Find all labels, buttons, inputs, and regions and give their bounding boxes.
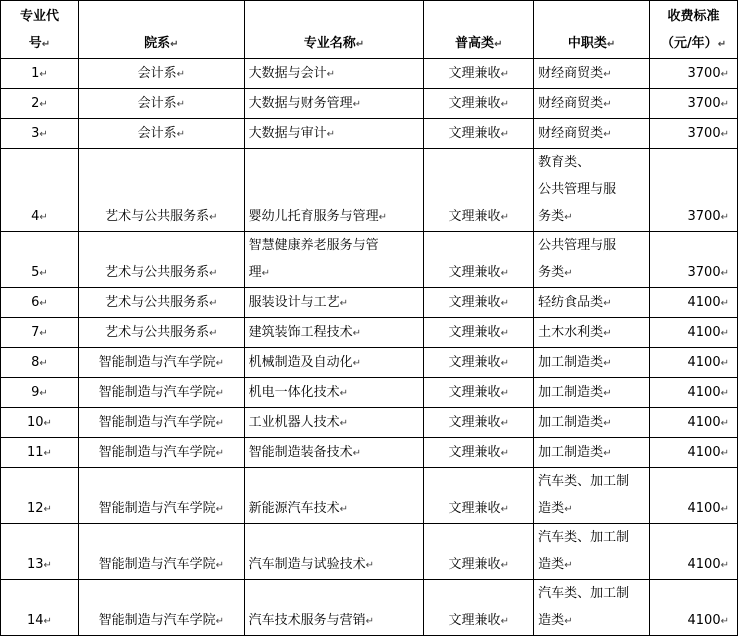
cell-department: [78, 288, 244, 318]
cell-fee: [650, 149, 738, 232]
return-mark: ↵: [176, 129, 185, 140]
cell-general-text: 文理兼收: [448, 295, 501, 310]
cell-general-text: 文理兼收: [448, 445, 501, 460]
return-mark: ↵: [720, 328, 729, 339]
return-mark: ↵: [500, 129, 509, 140]
cell-general: [424, 288, 534, 318]
return-mark: ↵: [339, 504, 349, 515]
cell-department: [78, 408, 244, 438]
cell-department-text: 智能制造与汽车学院: [98, 385, 216, 400]
cell-general-text: 文理兼收: [448, 385, 501, 400]
cell-code: [1, 89, 79, 119]
return-mark: ↵: [564, 560, 573, 571]
cell-major: [244, 59, 424, 89]
cell-general: [424, 119, 534, 149]
return-mark: ↵: [603, 358, 612, 369]
cell-general: [424, 318, 534, 348]
cell-general-text: 文理兼收: [448, 355, 501, 370]
return-mark: ↵: [603, 388, 612, 399]
cell-vocational: [534, 89, 650, 119]
cell-vocational-line: 公共管理与服: [538, 182, 617, 197]
return-mark: ↵: [603, 328, 612, 339]
cell-major-text: 机电一体化技术: [248, 385, 340, 400]
cell-vocational-text: 财经商贸类: [538, 96, 604, 111]
table-row: [1, 318, 738, 348]
return-mark: ↵: [209, 328, 218, 339]
cell-department: [78, 468, 244, 524]
cell-department-text: 艺术与公共服务系: [105, 295, 210, 310]
return-mark: ↵: [720, 560, 729, 571]
cell-general: [424, 89, 534, 119]
return-mark: ↵: [43, 418, 52, 429]
cell-vocational-text: 加工制造类: [538, 385, 604, 400]
return-mark: ↵: [39, 69, 48, 80]
cell-major-text: 服装设计与工艺: [248, 295, 340, 310]
cell-vocational-line: 汽车类、加工制: [538, 474, 630, 489]
return-mark: ↵: [720, 268, 729, 279]
cell-vocational-line: 公共管理与服: [538, 238, 617, 253]
return-mark: ↵: [215, 418, 224, 429]
cell-vocational: [534, 288, 650, 318]
cell-vocational-line: 务类: [538, 265, 565, 280]
return-mark: ↵: [326, 69, 336, 80]
table-row: [1, 408, 738, 438]
cell-vocational-line: 汽车类、加工制: [538, 586, 630, 601]
cell-major: [244, 524, 424, 580]
cell-general-text: 文理兼收: [448, 557, 501, 572]
table-row: [1, 288, 738, 318]
cell-major-text: 智能制造装备技术: [248, 445, 353, 460]
cell-vocational: [534, 59, 650, 89]
cell-major: [244, 119, 424, 149]
cell-vocational: [534, 119, 650, 149]
cell-code: [1, 580, 79, 636]
cell-fee: [650, 232, 738, 288]
cell-department-text: 智能制造与汽车学院: [98, 501, 216, 516]
cell-code-text: 2: [31, 96, 40, 111]
cell-major-text: 大数据与审计: [248, 126, 327, 141]
table-row: [1, 438, 738, 468]
cell-major: [244, 89, 424, 119]
cell-major-text: 新能源汽车技术: [248, 501, 340, 516]
cell-code: [1, 119, 79, 149]
cell-major: [244, 232, 424, 288]
return-mark: ↵: [500, 418, 509, 429]
header-row: [1, 1, 738, 59]
cell-code: [1, 288, 79, 318]
cell-general: [424, 438, 534, 468]
return-mark: ↵: [352, 448, 362, 459]
cell-code: [1, 468, 79, 524]
cell-fee: [650, 378, 738, 408]
return-mark: ↵: [500, 448, 509, 459]
cell-fee-text: 4100: [687, 415, 721, 430]
cell-fee: [650, 524, 738, 580]
return-mark: ↵: [339, 418, 349, 429]
cell-department-text: 艺术与公共服务系: [105, 265, 210, 280]
cell-department-text: 智能制造与汽车学院: [98, 355, 216, 370]
cell-department-text: 会计系: [137, 96, 177, 111]
cell-code-text: 11: [26, 445, 44, 460]
cell-fee-text: 4100: [687, 445, 721, 460]
return-mark: ↵: [43, 504, 52, 515]
cell-major: [244, 378, 424, 408]
return-mark: ↵: [720, 129, 729, 140]
return-mark: ↵: [215, 560, 224, 571]
return-mark: ↵: [39, 129, 48, 140]
cell-general: [424, 149, 534, 232]
table-body: [1, 59, 738, 636]
cell-fee-text: 4100: [687, 355, 721, 370]
cell-code-text: 13: [26, 557, 44, 572]
return-mark: ↵: [39, 99, 48, 110]
cell-major: [244, 408, 424, 438]
header-general-high: 普高类↵: [424, 1, 534, 59]
cell-major: [244, 318, 424, 348]
return-mark: ↵: [339, 298, 349, 309]
cell-vocational-text: 加工制造类: [538, 415, 604, 430]
return-mark: ↵: [43, 560, 52, 571]
cell-major-text: 建筑装饰工程技术: [248, 325, 353, 340]
return-mark: ↵: [176, 69, 185, 80]
cell-department-text: 智能制造与汽车学院: [98, 415, 216, 430]
header-major-name: 专业名称↵: [244, 1, 424, 59]
return-mark: ↵: [339, 388, 349, 399]
cell-general: [424, 408, 534, 438]
cell-major: [244, 580, 424, 636]
cell-general: [424, 580, 534, 636]
header-department: 院系↵: [78, 1, 244, 59]
cell-vocational-text: 加工制造类: [538, 355, 604, 370]
cell-department: [78, 348, 244, 378]
table-row: [1, 580, 738, 636]
cell-department-text: 智能制造与汽车学院: [98, 445, 216, 460]
cell-fee-text: 3700: [687, 96, 721, 111]
return-mark: ↵: [603, 129, 612, 140]
return-mark: ↵: [603, 448, 612, 459]
return-mark: ↵: [720, 99, 729, 110]
cell-vocational: [534, 149, 650, 232]
return-mark: ↵: [378, 212, 388, 223]
return-mark: ↵: [39, 268, 48, 279]
cell-code-text: 7: [31, 325, 40, 340]
cell-vocational-text: 土木水利类: [538, 325, 604, 340]
return-mark: ↵: [500, 99, 509, 110]
return-mark: ↵: [39, 328, 48, 339]
return-mark: ↵: [39, 298, 48, 309]
cell-fee: [650, 288, 738, 318]
return-mark: ↵: [564, 504, 573, 515]
cell-department-text: 艺术与公共服务系: [105, 209, 210, 224]
return-mark: ↵: [176, 99, 185, 110]
table-row: [1, 378, 738, 408]
cell-department: [78, 89, 244, 119]
cell-fee-text: 3700: [687, 265, 721, 280]
cell-code-text: 1: [31, 66, 40, 81]
cell-vocational: [534, 580, 650, 636]
cell-major-text: 汽车技术服务与营销: [248, 613, 366, 628]
cell-code-text: 3: [31, 126, 40, 141]
return-mark: ↵: [500, 616, 509, 627]
table-row: [1, 119, 738, 149]
cell-vocational: [534, 232, 650, 288]
cell-department-text: 艺术与公共服务系: [105, 325, 210, 340]
cell-fee-text: 4100: [687, 385, 721, 400]
return-mark: ↵: [603, 418, 612, 429]
header-fee: 收费标准 （元/年）↵: [650, 1, 738, 59]
cell-code: [1, 408, 79, 438]
return-mark: ↵: [365, 616, 375, 627]
cell-fee-text: 4100: [687, 501, 721, 516]
cell-department: [78, 580, 244, 636]
return-mark: ↵: [209, 212, 218, 223]
cell-department-text: 会计系: [137, 66, 177, 81]
cell-fee-text: 3700: [687, 209, 721, 224]
cell-general-text: 文理兼收: [448, 325, 501, 340]
return-mark: ↵: [500, 504, 509, 515]
cell-general-text: 文理兼收: [448, 96, 501, 111]
cell-code: [1, 149, 79, 232]
cell-code-text: 10: [26, 415, 44, 430]
return-mark: ↵: [500, 560, 509, 571]
cell-code: [1, 348, 79, 378]
return-mark: ↵: [352, 99, 362, 110]
cell-general: [424, 348, 534, 378]
cell-code: [1, 318, 79, 348]
cell-major-text: 婴幼儿托育服务与管理: [248, 209, 379, 224]
return-mark: ↵: [603, 69, 612, 80]
return-mark: ↵: [215, 616, 224, 627]
cell-major-line: 智慧健康养老服务与管: [248, 238, 379, 253]
return-mark: ↵: [500, 268, 509, 279]
cell-department: [78, 524, 244, 580]
cell-vocational-text: 轻纺食品类: [538, 295, 604, 310]
cell-department: [78, 318, 244, 348]
table-row: [1, 59, 738, 89]
cell-code-text: 8: [31, 355, 40, 370]
cell-code-text: 12: [26, 501, 44, 516]
return-mark: ↵: [209, 268, 218, 279]
cell-fee-text: 4100: [687, 295, 721, 310]
cell-fee: [650, 468, 738, 524]
cell-major: [244, 438, 424, 468]
cell-major-text: 汽车制造与试验技术: [248, 557, 366, 572]
return-mark: ↵: [720, 298, 729, 309]
cell-department-text: 智能制造与汽车学院: [98, 557, 216, 572]
cell-vocational: [534, 468, 650, 524]
return-mark: ↵: [39, 358, 48, 369]
cell-vocational-line: 造类: [538, 613, 565, 628]
cell-vocational: [534, 348, 650, 378]
table-row: [1, 468, 738, 524]
return-mark: ↵: [326, 129, 336, 140]
return-mark: ↵: [500, 212, 509, 223]
cell-fee-text: 4100: [687, 325, 721, 340]
cell-vocational: [534, 524, 650, 580]
cell-code: [1, 378, 79, 408]
return-mark: ↵: [720, 358, 729, 369]
cell-code: [1, 232, 79, 288]
table-row: [1, 524, 738, 580]
cell-major-text: 工业机器人技术: [248, 415, 340, 430]
cell-fee: [650, 59, 738, 89]
cell-vocational: [534, 438, 650, 468]
return-mark: ↵: [352, 358, 362, 369]
return-mark: ↵: [720, 504, 729, 515]
return-mark: ↵: [564, 268, 573, 279]
cell-code: [1, 59, 79, 89]
cell-general-text: 文理兼收: [448, 126, 501, 141]
cell-fee: [650, 580, 738, 636]
cell-vocational: [534, 408, 650, 438]
cell-fee: [650, 89, 738, 119]
cell-major: [244, 288, 424, 318]
cell-general-text: 文理兼收: [448, 415, 501, 430]
cell-major-text: 大数据与财务管理: [248, 96, 353, 111]
cell-department: [78, 149, 244, 232]
cell-general: [424, 232, 534, 288]
cell-vocational-line: 务类: [538, 209, 565, 224]
header-code: 专业代 号↵: [1, 1, 79, 59]
return-mark: ↵: [500, 358, 509, 369]
return-mark: ↵: [215, 448, 224, 459]
cell-code-text: 14: [26, 613, 44, 628]
cell-code-text: 6: [31, 295, 40, 310]
return-mark: ↵: [39, 212, 48, 223]
cell-general-text: 文理兼收: [448, 209, 501, 224]
cell-major: [244, 348, 424, 378]
cell-vocational-text: 财经商贸类: [538, 66, 604, 81]
return-mark: ↵: [500, 69, 509, 80]
cell-major-line: 理: [248, 265, 262, 280]
cell-vocational-line: 教育类、: [538, 155, 591, 170]
cell-vocational-text: 财经商贸类: [538, 126, 604, 141]
cell-fee: [650, 408, 738, 438]
return-mark: ↵: [39, 388, 48, 399]
cell-general-text: 文理兼收: [448, 501, 501, 516]
cell-general: [424, 524, 534, 580]
return-mark: ↵: [564, 616, 573, 627]
return-mark: ↵: [352, 328, 362, 339]
return-mark: ↵: [215, 388, 224, 399]
cell-major-text: 大数据与会计: [248, 66, 327, 81]
cell-vocational-line: 汽车类、加工制: [538, 530, 630, 545]
cell-department: [78, 438, 244, 468]
cell-general: [424, 468, 534, 524]
cell-code-text: 5: [31, 265, 40, 280]
return-mark: ↵: [365, 560, 375, 571]
cell-general: [424, 378, 534, 408]
cell-department-text: 智能制造与汽车学院: [98, 613, 216, 628]
cell-major: [244, 468, 424, 524]
cell-code-text: 9: [31, 385, 40, 400]
return-mark: ↵: [720, 69, 729, 80]
header-vocational: 中职类↵: [534, 1, 650, 59]
cell-fee-text: 3700: [687, 126, 721, 141]
cell-vocational: [534, 318, 650, 348]
cell-department: [78, 119, 244, 149]
return-mark: ↵: [43, 448, 52, 459]
return-mark: ↵: [500, 388, 509, 399]
cell-department: [78, 378, 244, 408]
return-mark: ↵: [603, 99, 612, 110]
cell-code: [1, 524, 79, 580]
return-mark: ↵: [720, 388, 729, 399]
cell-fee-text: 3700: [687, 66, 721, 81]
cell-major-text: 机械制造及自动化: [248, 355, 353, 370]
return-mark: ↵: [720, 212, 729, 223]
return-mark: ↵: [215, 504, 224, 515]
return-mark: ↵: [720, 616, 729, 627]
cell-department: [78, 59, 244, 89]
cell-general-text: 文理兼收: [448, 613, 501, 628]
return-mark: ↵: [43, 616, 52, 627]
cell-general-text: 文理兼收: [448, 265, 501, 280]
table-row: [1, 232, 738, 288]
cell-major: [244, 149, 424, 232]
return-mark: ↵: [564, 212, 573, 223]
return-mark: ↵: [215, 358, 224, 369]
cell-vocational-line: 造类: [538, 557, 565, 572]
cell-fee-text: 4100: [687, 613, 721, 628]
cell-code-text: 4: [31, 209, 40, 224]
cell-fee: [650, 348, 738, 378]
table-row: [1, 149, 738, 232]
cell-fee: [650, 438, 738, 468]
cell-code: [1, 438, 79, 468]
return-mark: ↵: [209, 298, 218, 309]
return-mark: ↵: [500, 298, 509, 309]
cell-vocational-text: 加工制造类: [538, 445, 604, 460]
return-mark: ↵: [500, 328, 509, 339]
cell-department: [78, 232, 244, 288]
cell-department-text: 会计系: [137, 126, 177, 141]
return-mark: ↵: [720, 418, 729, 429]
cell-fee: [650, 318, 738, 348]
return-mark: ↵: [603, 298, 612, 309]
cell-fee: [650, 119, 738, 149]
table-row: [1, 89, 738, 119]
cell-general: [424, 59, 534, 89]
return-mark: ↵: [720, 448, 729, 459]
table-row: [1, 348, 738, 378]
cell-fee-text: 4100: [687, 557, 721, 572]
cell-general-text: 文理兼收: [448, 66, 501, 81]
cell-vocational: [534, 378, 650, 408]
cell-vocational-line: 造类: [538, 501, 565, 516]
return-mark: ↵: [261, 268, 271, 279]
